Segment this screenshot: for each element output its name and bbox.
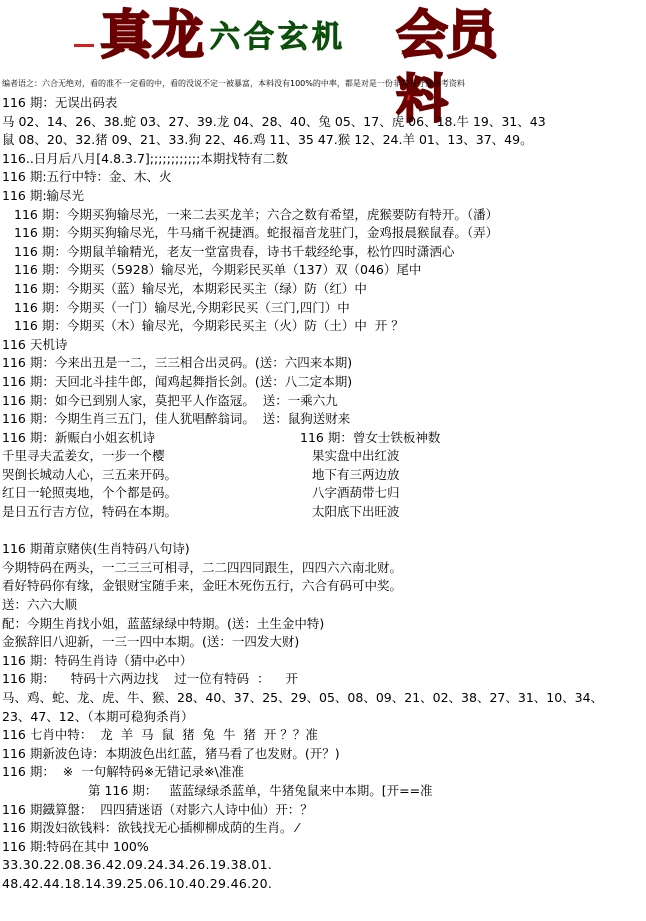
line-text: 116 期:输尽光: [2, 187, 85, 203]
text-line: [2, 708, 644, 727]
line-text: 红日一轮照夷地，个个都是码。: [2, 485, 178, 501]
line-text: 116 期：今期买（5928）输尽光，今期彩民买单（137）双（046）尾中: [14, 262, 422, 278]
line-text: 116 天机诗: [2, 336, 68, 352]
text-line: [2, 410, 644, 429]
line-text: 哭倒长城动人心，三五来开码。: [2, 466, 178, 482]
text-line: [2, 168, 644, 187]
banner-title-part2: 六合玄机: [210, 20, 346, 55]
line-text: 是日五行吉方位，特码在本期。: [2, 504, 178, 520]
text-line: [2, 261, 644, 280]
text-line: [2, 726, 644, 745]
text-line: [2, 113, 644, 132]
line-text: 116 期：特码生肖诗（猜中必中）: [2, 652, 193, 668]
text-line: [2, 670, 644, 689]
line-text: 116 期：今期买（蓝）输尽光，本期彩民买主（绿）防（红）中: [14, 280, 367, 296]
line-text: 116 期：天回北斗挂牛郎，闻鸡起舞指长剑。(送：八二定本期): [2, 373, 353, 389]
text-line: [2, 801, 644, 820]
line-text: 116 期： ※ 一句解特码※无错记录※\准准: [2, 764, 244, 780]
line-text: 116 期:特码在其中 100%: [2, 838, 149, 854]
line-text: 金猴辞旧八迎新，一三一四中本期。(送：一四发大财): [2, 634, 300, 650]
line-text: 116 期： 特码十六两边找 过一位有特码 ： 开: [2, 671, 298, 687]
text-line: [2, 522, 644, 541]
text-line: [2, 856, 644, 875]
text-line: [2, 838, 644, 857]
text-line: [2, 150, 644, 169]
text-line: [2, 206, 644, 225]
line-text: 116 期泼妇欲钱料：欲钱找无心插柳柳成荫的生肖。 ⁄: [2, 820, 299, 836]
text-line: [2, 299, 644, 318]
line-text-right-column: 果实盘中出红波: [312, 448, 400, 464]
line-text: 116 期：今期买（一门）输尽光,今期彩民买（三门,四门）中: [14, 299, 350, 315]
line-text-right-column: 八字酒葫带七归: [312, 485, 400, 501]
banner-dash: [74, 44, 94, 47]
text-line: [2, 466, 644, 485]
line-text-right-column: 地下有三两边放: [312, 466, 400, 482]
content: [2, 94, 644, 894]
text-line: [2, 559, 644, 578]
line-text: 116 期：无误出码表: [2, 95, 118, 110]
line-text: 116 期：今期买狗输尽光，一来二去买龙羊；六合之数有希望，虎猴要防有特开。（潘）: [14, 206, 499, 222]
text-line: [2, 596, 644, 615]
line-text: 马、鸡、蛇、龙、虎、牛、猴、28、40、37、25、29、05、08、09、21、02、38、27、31、10、34、: [2, 690, 604, 705]
line-text: 送：六六大顺: [2, 597, 78, 613]
text-line: [2, 652, 644, 671]
line-text: 马 02、14、26、38.蛇 03、27、39.龙 04、28、40、兔 05、17、虎 06、18.牛 19、31、43: [2, 113, 546, 129]
line-text: 配：今期生肖找小姐，蓝蓝绿绿中特期。(送：土生金中特): [2, 615, 325, 631]
line-text: 千里寻夫孟姜女，一步一个樱: [2, 448, 165, 464]
text-line: [2, 875, 644, 894]
line-text: 116 期：今期生肖三五门，佳人犹唱醉翁词。 送：鼠狗送财来: [2, 411, 351, 427]
line-text: 116 期：如今已到别人家，莫把平人作盗冦。 送：一乘六九: [2, 392, 338, 408]
line-text: 116 期：今期买（木）输尽光，今期彩民买主（火）防（土）中 开 ？: [14, 318, 404, 334]
line-text-right-column: 太阳底下出旺波: [312, 504, 400, 520]
text-line: [2, 447, 644, 466]
text-line: [2, 633, 644, 652]
line-text: 116 期:五行中特：金、木、火: [2, 169, 172, 185]
text-line: [2, 429, 644, 448]
banner-title-part3: 会员料: [396, 6, 497, 130]
text-line: [2, 354, 644, 373]
text-line: [2, 763, 644, 782]
disclaimer: 编者语之：六合无绝对，看的准不一定看的中，看的没说不定一被暴富，本料没有100%的中率，都是对是一份非常有分量参考资料: [2, 79, 465, 88]
text-line: [2, 503, 644, 522]
text-line: [2, 336, 644, 355]
line-text: 第 116 期： 蓝蓝绿绿杀蓝单，牛猪兔鼠来中本期。[开==准: [88, 782, 433, 798]
text-line: [2, 243, 644, 262]
text-line: [2, 782, 644, 801]
text-line: [2, 280, 644, 299]
line-text: 48.42.44.18.14.39.25.06.10.40.29.46.20.: [2, 875, 273, 891]
line-text: 116 期莆京赌侠(生肖特码八句诗): [2, 541, 190, 557]
line-text-right-column: 116 期：曾女士铁板神数: [300, 429, 441, 445]
text-line: [2, 577, 644, 596]
text-line: [2, 317, 644, 336]
text-line: [2, 392, 644, 411]
line-text: 看好特码你有缘，金银财宝随手来，金旺木死伤五行，六合有码可中奖。: [2, 578, 403, 594]
line-text: 鼠 08、20、32.猪 09、21、33.狗 22、46.鸡 11、35 47.猴 12、24.羊 01、13、37、49。: [2, 132, 533, 148]
line-text: 116 期新波色诗：本期波色出红蓝，猪马看了也发财。(开？): [2, 745, 340, 761]
text-line: [2, 615, 644, 634]
text-line: [2, 745, 644, 764]
line-text: 今期特码在两头，一二三三可相寻，二二四四同跟生，四四六六南北财。: [2, 559, 403, 575]
line-text: 116 七肖中特： 龙 羊 马 鼠 猪 兔 牛 猪 开 ？？准: [2, 727, 318, 743]
line-text: 116 期：新赈白小姐玄机诗: [2, 429, 155, 445]
text-line: [2, 689, 644, 708]
text-line: [2, 540, 644, 559]
line-text: 116..日月后八月[4.8.3.7];;;;;;;;;;;;本期找特有二数: [2, 150, 288, 166]
banner-title-part1: 真龙: [100, 6, 205, 66]
text-line: [2, 819, 644, 838]
line-text: 116 期：今期买狗输尽光，牛马痛千祝捷酒。蛇报福音龙驻门，金鸡报晨猴鼠春。（弄）: [14, 225, 499, 241]
line-text: 116 期鐡算盤： 四四猜迷语（对影六人诗中仙）开：？: [2, 801, 313, 817]
text-line: [2, 94, 644, 113]
line-text: 116 期：今来出丑是一二，三三相合出灵码。(送：六四来本期): [2, 355, 353, 371]
text-line: [2, 187, 644, 206]
line-text: 33.30.22.08.36.42.09.24.34.26.19.38.01.: [2, 857, 273, 873]
text-line: [2, 224, 644, 243]
text-line: [2, 131, 644, 150]
text-line: [2, 373, 644, 392]
text-line: [2, 484, 644, 503]
line-text: 116 期：今期鼠羊输精光，老友一堂富贵春，诗书千载经纶事，松竹四时潇洒心: [14, 243, 455, 259]
line-text: 23、47、12、（本期可稳狗杀肖）: [2, 708, 194, 724]
